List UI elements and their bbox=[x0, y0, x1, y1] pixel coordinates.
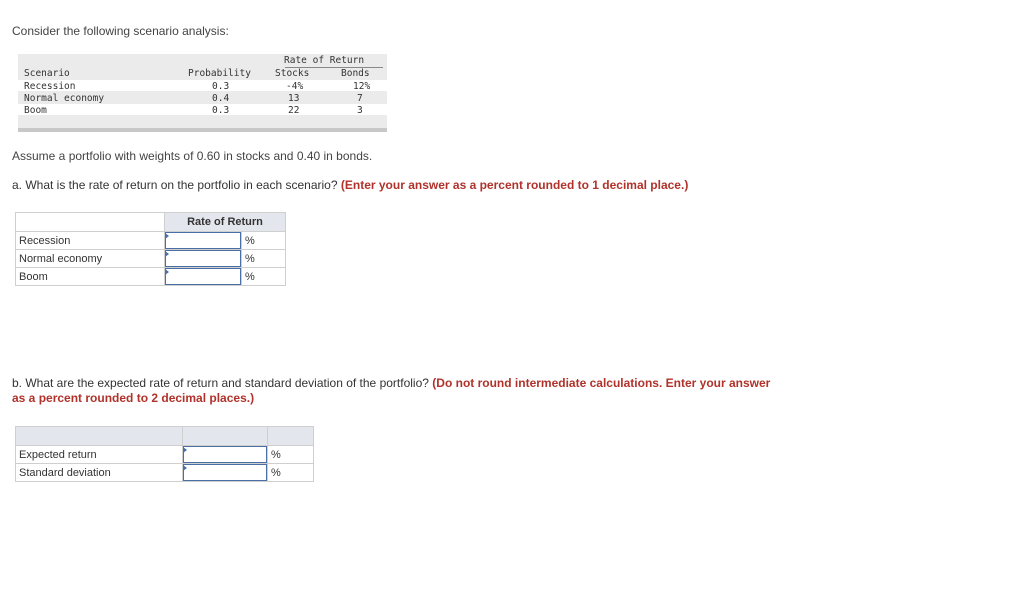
answer-cell bbox=[165, 232, 242, 250]
question-b-instruction: (Do not round intermediate calculations. Enter your answer as a percent rounded to 2 decimal places.) bbox=[12, 376, 771, 405]
answer-table-b bbox=[15, 426, 314, 482]
table-row bbox=[16, 464, 314, 482]
answer-marker-icon bbox=[183, 465, 187, 471]
stocks-cell: 13 bbox=[288, 93, 300, 104]
answer-table-a bbox=[15, 212, 286, 286]
answer-table-header bbox=[16, 427, 314, 446]
probability-header: Probability bbox=[188, 68, 251, 79]
stocks-cell: 22 bbox=[288, 105, 300, 116]
blank-header-cell bbox=[16, 427, 183, 446]
answer-marker-icon bbox=[183, 447, 187, 453]
percent-unit: % bbox=[268, 446, 314, 464]
scenario-cell: Boom bbox=[24, 105, 47, 116]
percent-unit: % bbox=[242, 268, 286, 286]
answer-marker-icon bbox=[165, 269, 169, 275]
scenario-header: Scenario bbox=[24, 68, 70, 79]
recession-return-input[interactable] bbox=[165, 232, 241, 249]
question-b-text: b. What are the expected rate of return and standard deviation of the portfolio? bbox=[12, 376, 429, 390]
bonds-cell: 3 bbox=[357, 105, 363, 116]
probability-cell: 0.3 bbox=[212, 81, 230, 92]
answer-table-header bbox=[16, 213, 286, 232]
question-b bbox=[12, 376, 782, 406]
percent-unit: % bbox=[242, 232, 286, 250]
question-a-instruction: (Enter your answer as a percent rounded to 1 decimal place.) bbox=[340, 178, 689, 192]
probability-cell: 0.4 bbox=[212, 93, 230, 104]
expected-return-input[interactable] bbox=[183, 446, 267, 463]
boom-return-input[interactable] bbox=[165, 268, 241, 285]
blank-header-cell bbox=[183, 427, 268, 446]
bonds-cell: 7 bbox=[357, 93, 363, 104]
row-label: Normal economy bbox=[16, 250, 165, 268]
answer-cell bbox=[165, 250, 242, 268]
percent-unit: % bbox=[268, 464, 314, 482]
probability-cell: 0.3 bbox=[212, 105, 230, 116]
bonds-cell: 12% bbox=[353, 81, 371, 92]
row-band bbox=[18, 104, 387, 115]
row-label: Recession bbox=[16, 232, 165, 250]
question-a-text: a. What is the rate of return on the portfolio in each scenario? bbox=[12, 178, 338, 192]
rate-of-return-header: Rate of Return bbox=[284, 55, 365, 66]
scenario-cell: Normal economy bbox=[24, 93, 105, 104]
answer-cell bbox=[183, 464, 268, 482]
answer-cell bbox=[183, 446, 268, 464]
question-a bbox=[12, 178, 688, 192]
table-row bbox=[16, 250, 286, 268]
table-row bbox=[16, 268, 286, 286]
percent-unit: % bbox=[242, 250, 286, 268]
table-row bbox=[16, 232, 286, 250]
table-row bbox=[16, 446, 314, 464]
stocks-header: Stocks bbox=[275, 68, 310, 79]
intro-text: Consider the following scenario analysis: bbox=[12, 24, 229, 38]
rate-of-return-column-header: Rate of Return bbox=[165, 213, 286, 232]
normal-economy-return-input[interactable] bbox=[165, 250, 241, 267]
row-label: Expected return bbox=[16, 446, 183, 464]
scenario-cell: Recession bbox=[24, 81, 76, 92]
scenario-analysis-table bbox=[18, 54, 387, 132]
bonds-header: Bonds bbox=[341, 68, 370, 79]
row-label: Standard deviation bbox=[16, 464, 183, 482]
answer-marker-icon bbox=[165, 233, 169, 239]
row-label: Boom bbox=[16, 268, 165, 286]
blank-header-cell bbox=[268, 427, 314, 446]
assumption-text: Assume a portfolio with weights of 0.60 in stocks and 0.40 in bonds. bbox=[12, 149, 373, 163]
stocks-cell: -4% bbox=[286, 81, 304, 92]
standard-deviation-input[interactable] bbox=[183, 464, 267, 481]
answer-marker-icon bbox=[165, 251, 169, 257]
answer-cell bbox=[165, 268, 242, 286]
blank-header-cell bbox=[16, 213, 165, 232]
